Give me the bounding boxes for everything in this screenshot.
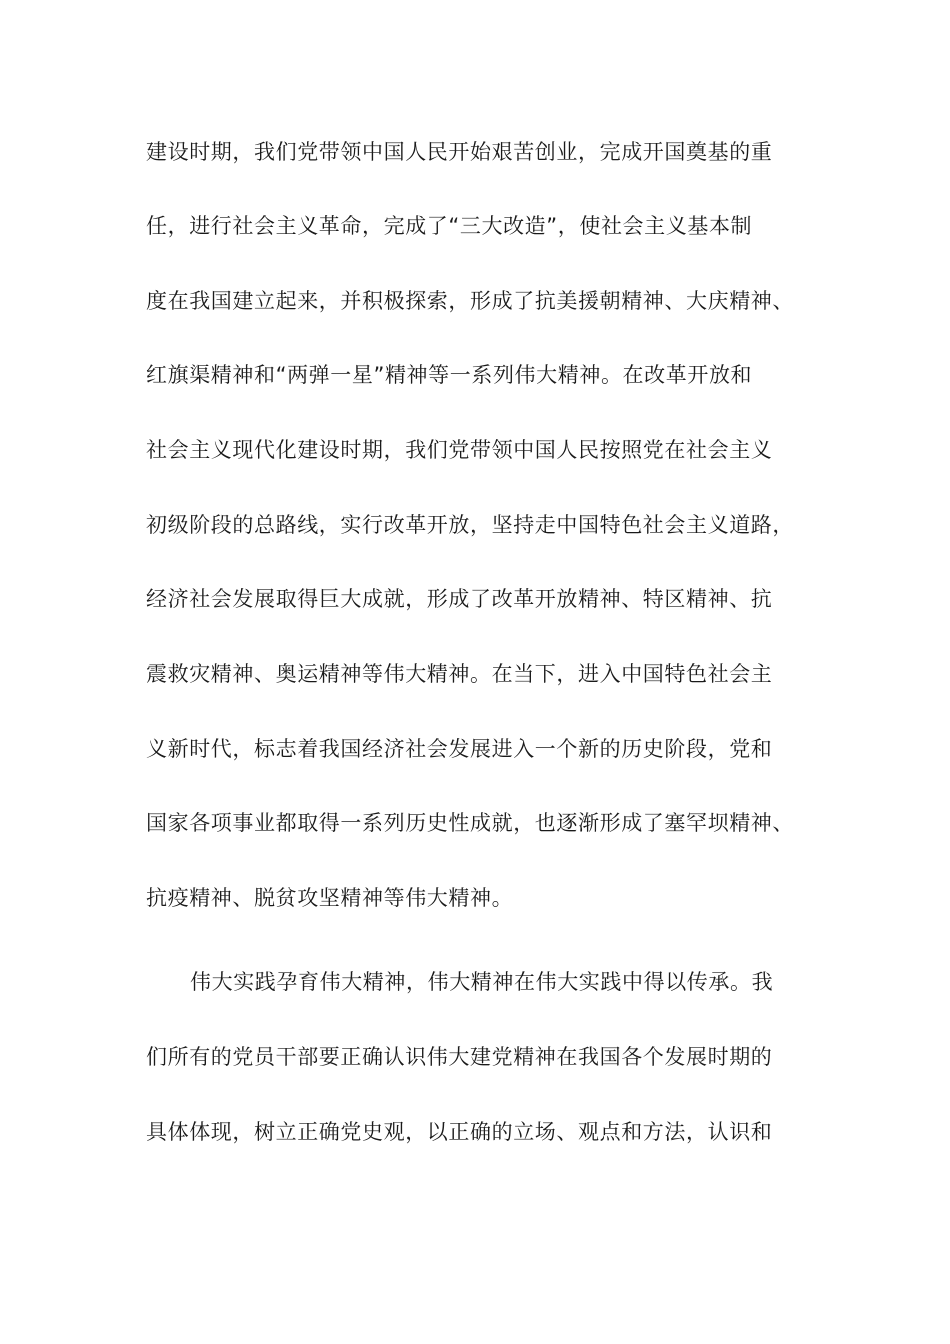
text-line: 初级阶段的总路线，实行改革开放，坚持走中国特色社会主义道路， (146, 513, 794, 537)
text-line: 经济社会发展取得巨大成就，形成了改革开放精神、特区精神、抗 (146, 587, 773, 611)
text-line: 抗疫精神、脱贫攻坚精神等伟大精神。 (146, 886, 514, 910)
text-line: 义新时代，标志着我国经济社会发展进入一个新的历史阶段，党和 (146, 737, 773, 761)
text-line: 社会主义现代化建设时期，我们党带领中国人民按照党在社会主义 (146, 438, 773, 462)
text-line: 度在我国建立起来，并积极探索，形成了抗美援朝精神、大庆精神、 (146, 289, 794, 313)
text-line: 国家各项事业都取得一系列历史性成就，也逐渐形成了塞罕坝精神、 (146, 811, 794, 835)
text-line: 建设时期，我们党带领中国人民开始艰苦创业，完成开国奠基的重 (146, 140, 773, 164)
text-line: 们所有的党员干部要正确认识伟大建党精神在我国各个发展时期的 (146, 1045, 773, 1069)
text-line: 具体体现，树立正确党史观，以正确的立场、观点和方法，认识和 (146, 1120, 773, 1144)
text-line: 任，进行社会主义革命，完成了“三大改造”，使社会主义基本制 (146, 214, 753, 238)
paragraph-first-line: 伟大实践孕育伟大精神，伟大精神在伟大实践中得以传承。我 (190, 970, 774, 994)
text-line: 红旗渠精神和“两弹一星”精神等一系列伟大精神。在改革开放和 (146, 363, 753, 387)
text-line: 震救灾精神、奥运精神等伟大精神。在当下，进入中国特色社会主 (146, 662, 773, 686)
